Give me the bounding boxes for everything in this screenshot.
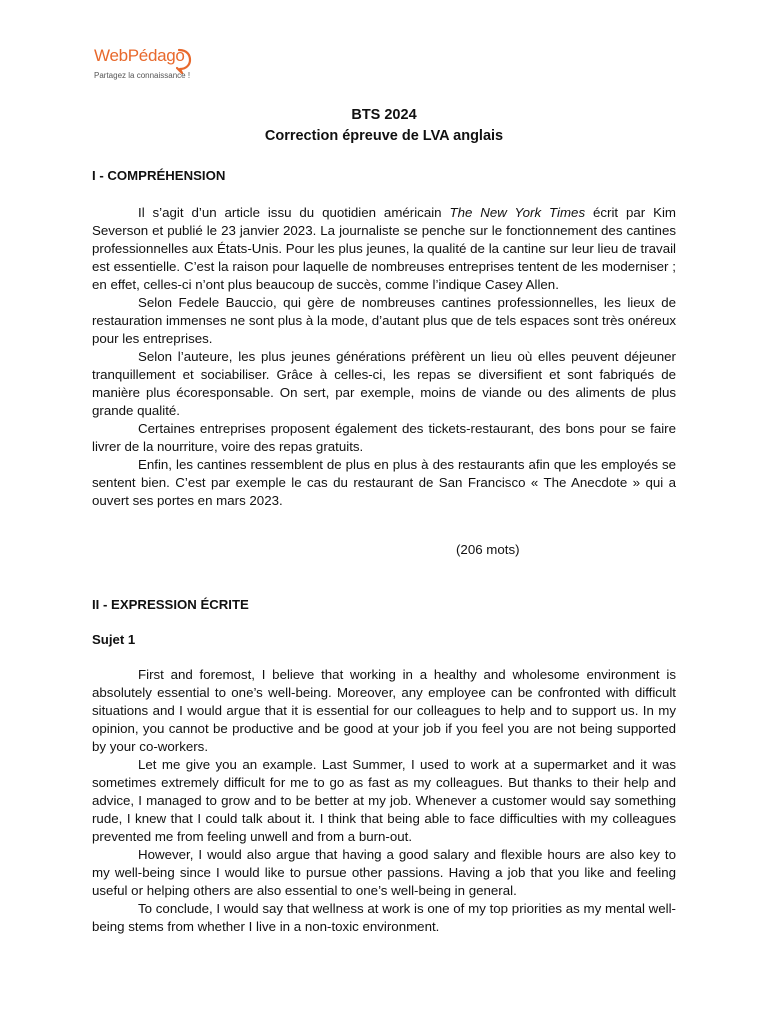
logo-tagline: Partagez la connaissance ! [94, 71, 191, 80]
essay-text [92, 666, 676, 936]
subject-heading: Sujet 1 [92, 632, 136, 647]
word-count: (206 mots) [456, 542, 520, 557]
paragraph: First and foremost, I believe that working in a healthy and wholesome environment is absolutely essential to one’s well-being. Moreover, any employee can be confronted with difficult situations and I would argue that it is essential for our colleagues to help and to support us. In my opinion, you cannot be productive and be good at your job if you feel you are not being supported by your co-workers. [92, 667, 676, 754]
paragraph-text: écrit par Kim Severson et publié le 23 janvier 2023. La journaliste se penche sur le fonctionnement des cantines professionnelles aux États-Unis. Pour les plus jeunes, la qualité de la cantine sur leur lieu de travail est essentielle. C’est la raison pour laquelle de nombreuses entreprises tentent de les moderniser ; en effet, celles-ci n’ont plus beaucoup de succès, comme l’indique Casey Allen. [92, 205, 676, 292]
document-title: BTS 2024 [351, 107, 417, 123]
logo-name: WebPédago [94, 46, 185, 65]
section-heading-comprehension: I - COMPRÉHENSION [92, 168, 226, 183]
comprehension-text [92, 204, 676, 510]
section-heading-expression: II - EXPRESSION ÉCRITE [92, 597, 249, 612]
paragraph: Certaines entreprises proposent également des tickets-restaurant, des bons pour se faire livrer de la nourriture, voire des repas gratuits. [92, 421, 676, 454]
paragraph [92, 204, 676, 294]
paragraph: Enfin, les cantines ressemblent de plus en plus à des restaurants afin que les employés se sentent bien. C’est par exemple le cas du restaurant de San Francisco « The Anecdote » qui a ouvert ses portes en mars 2023. [92, 457, 676, 508]
newspaper-title: The New York Times [449, 205, 586, 220]
paragraph: To conclude, I would say that wellness at work is one of my top priorities as my mental well-being stems from whether I live in a non-toxic environment. [92, 901, 676, 934]
document-subtitle: Correction épreuve de LVA anglais [264, 128, 504, 144]
webpedago-logo [94, 46, 204, 86]
paragraph: However, I would also argue that having a good salary and flexible hours are also key to my well-being since I would like to pursue other passions. Having a job that you like and feeling useful or helping others are also essential to one’s well-being in general. [92, 847, 676, 898]
paragraph-text: Il s’agit d’un article issu du quotidien américain [138, 205, 450, 220]
paragraph: Selon l’auteure, les plus jeunes générations préfèrent un lieu où elles peuvent déjeuner tranquillement et sociabiliser. Grâce à celles-ci, les repas se diversifient et sont fabriqués de manière plus écoresponsable. On sert, par exemple, moins de viande ou des aliments de plus grande qualité. [92, 349, 676, 418]
paragraph: Selon Fedele Bauccio, qui gère de nombreuses cantines professionnelles, les lieux de restauration immenses ne sont plus à la mode, d’autant plus que de tels espaces sont très onéreux pour les entreprises. [92, 295, 676, 346]
paragraph: Let me give you an example. Last Summer, I used to work at a supermarket and it was sometimes extremely difficult for me to go as fast as my colleagues. But thanks to their help and advice, I managed to grow and to be better at my job. Whenever a customer would say something rude, I knew that I could talk about it. I think that being able to face difficulties with my colleagues prevented me from feeling unwell and from a burn-out. [92, 757, 676, 844]
